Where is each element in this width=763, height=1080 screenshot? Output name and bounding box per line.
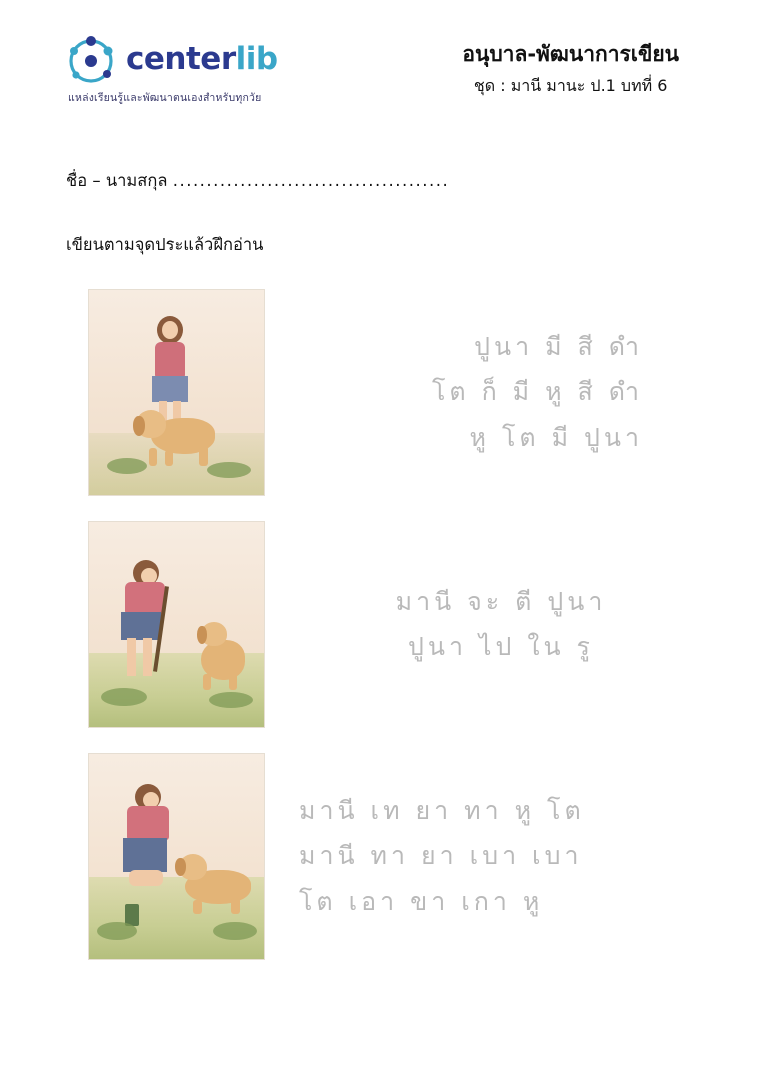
trace-line[interactable]: โต ก็ มี หู สี ดำ (431, 377, 643, 407)
exercise-3-lines (265, 795, 763, 917)
brand-name-part1: center (126, 41, 236, 77)
brand-name-part2: lib (235, 41, 278, 77)
exercise-list (0, 288, 763, 960)
molecule-logo-icon (66, 34, 116, 84)
instruction-text: เขียนตามจุดประแล้วฝึกอ่าน (66, 235, 264, 254)
brand-name (126, 41, 278, 77)
trace-line[interactable]: มานี เท ยา ทา หู โต (299, 796, 585, 826)
trace-line[interactable]: โต เอา ขา เกา หู (299, 886, 544, 916)
page-subtitle: ชุด : มานี มานะ ป.1 บทที่ 6 (473, 76, 668, 96)
brand-tagline: แหล่งเรียนรู้และพัฒนาตนเองสำหรับทุกวัย (68, 92, 262, 104)
trace-line[interactable]: มานี ทา ยา เบา เบา (299, 841, 583, 871)
page-title: อนุบาล-พัฒนาการเขียน (462, 42, 679, 66)
brand-block (66, 34, 366, 106)
trace-line[interactable]: ปูนา มี สี ดำ (474, 332, 643, 362)
exercise-1-illustration (88, 289, 265, 496)
exercise-3-illustration (88, 753, 265, 960)
page-header (0, 0, 763, 106)
exercise-2-illustration (88, 521, 265, 728)
brand-row (66, 34, 278, 84)
title-block (462, 34, 707, 97)
exercise-row (0, 752, 763, 960)
exercise-row (0, 288, 763, 496)
trace-line[interactable]: มานี จะ ตี ปูนา (395, 586, 607, 616)
student-name-blank[interactable]: ......................................... (172, 171, 450, 190)
trace-line[interactable]: ปูนา ไป ใน รู (407, 632, 594, 661)
student-name-label: ชื่อ – นามสกุล (66, 171, 168, 190)
student-name-line (66, 168, 763, 194)
exercise-1-lines (265, 331, 763, 453)
exercise-2-lines (265, 586, 763, 663)
trace-line[interactable]: หู โต มี ปูนา (469, 422, 643, 452)
exercise-row (0, 520, 763, 728)
